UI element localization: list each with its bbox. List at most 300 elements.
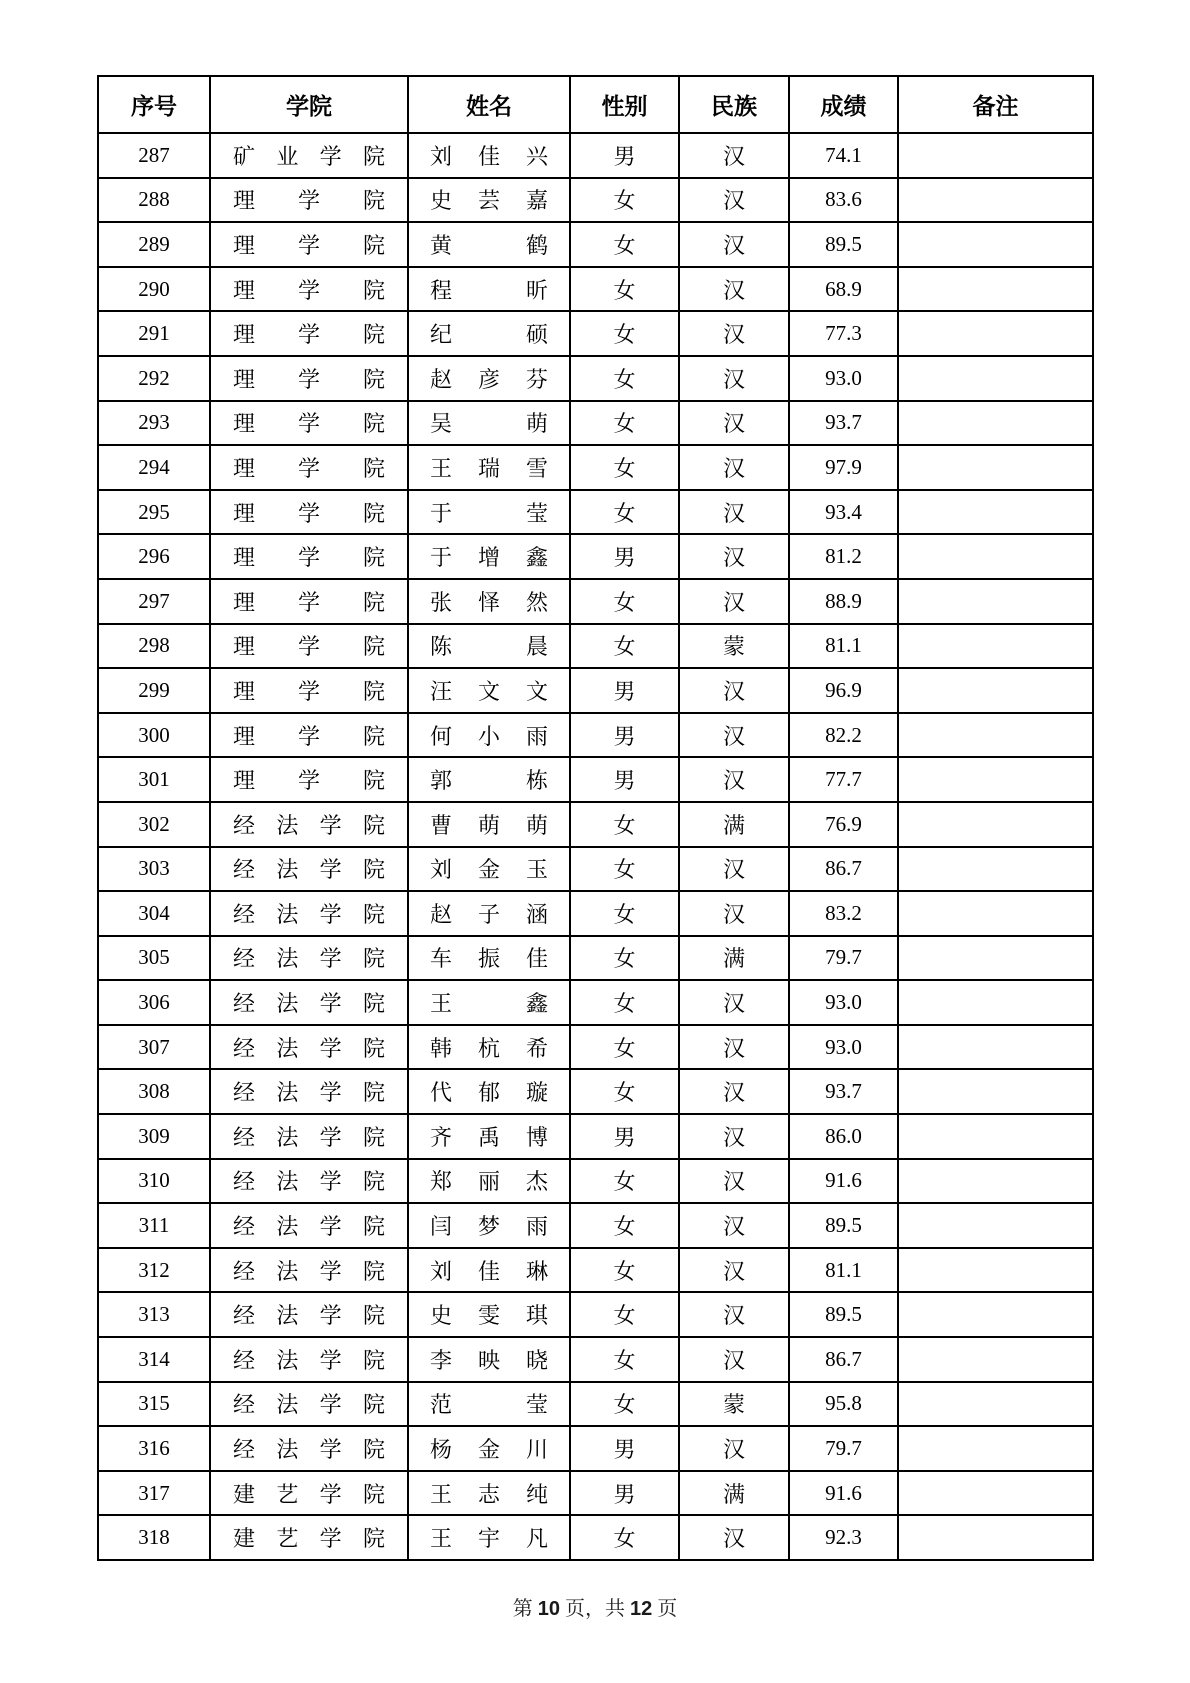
cell-college — [210, 1515, 408, 1560]
cell-ethnicity: 汉 — [679, 1114, 789, 1159]
cell-name — [408, 133, 570, 178]
cell-college — [210, 713, 408, 758]
cell-index: 305 — [98, 936, 210, 981]
cell-college — [210, 1025, 408, 1070]
cell-name — [408, 668, 570, 713]
cell-gender: 女 — [570, 936, 679, 981]
cell-ethnicity: 汉 — [679, 980, 789, 1025]
cell-ethnicity: 汉 — [679, 1159, 789, 1204]
cell-college — [210, 311, 408, 356]
college-text: 理学院 — [233, 322, 385, 348]
cell-name — [408, 1471, 570, 1516]
cell-score: 96.9 — [789, 668, 898, 713]
cell-remark — [898, 311, 1093, 356]
cell-gender: 女 — [570, 1159, 679, 1204]
cell-remark — [898, 713, 1093, 758]
cell-index: 296 — [98, 534, 210, 579]
table-row — [98, 1515, 1093, 1560]
table-row — [98, 847, 1093, 892]
cell-score: 83.2 — [789, 891, 898, 936]
cell-score: 86.0 — [789, 1114, 898, 1159]
college-text: 理学院 — [233, 232, 385, 258]
cell-remark — [898, 1203, 1093, 1248]
cell-college — [210, 1337, 408, 1382]
cell-remark — [898, 1382, 1093, 1427]
cell-remark — [898, 1292, 1093, 1337]
cell-gender: 女 — [570, 847, 679, 892]
cell-index: 316 — [98, 1426, 210, 1471]
cell-remark — [898, 579, 1093, 624]
cell-ethnicity: 汉 — [679, 668, 789, 713]
table-row — [98, 713, 1093, 758]
cell-ethnicity: 汉 — [679, 222, 789, 267]
cell-score: 93.0 — [789, 980, 898, 1025]
table-row — [98, 1337, 1093, 1382]
college-text: 经法学院 — [233, 946, 385, 972]
cell-gender: 女 — [570, 1069, 679, 1114]
cell-college — [210, 222, 408, 267]
cell-gender: 男 — [570, 1471, 679, 1516]
cell-college — [210, 980, 408, 1025]
cell-remark — [898, 1114, 1093, 1159]
table-row — [98, 311, 1093, 356]
cell-college — [210, 847, 408, 892]
cell-score: 89.5 — [789, 222, 898, 267]
cell-name — [408, 534, 570, 579]
name-text: 车振佳 — [430, 946, 548, 972]
cell-index: 294 — [98, 445, 210, 490]
table-row — [98, 178, 1093, 223]
cell-gender: 男 — [570, 757, 679, 802]
cell-name — [408, 490, 570, 535]
cell-index: 310 — [98, 1159, 210, 1204]
cell-gender: 女 — [570, 445, 679, 490]
cell-remark — [898, 490, 1093, 535]
name-text: 纪硕 — [430, 322, 548, 348]
college-text: 经法学院 — [233, 1169, 385, 1195]
cell-score: 81.1 — [789, 1248, 898, 1293]
students-table — [97, 75, 1094, 1561]
cell-score: 88.9 — [789, 579, 898, 624]
cell-college — [210, 1203, 408, 1248]
cell-ethnicity: 汉 — [679, 401, 789, 446]
cell-index: 318 — [98, 1515, 210, 1560]
cell-index: 298 — [98, 624, 210, 669]
cell-remark — [898, 356, 1093, 401]
cell-college — [210, 624, 408, 669]
table-row — [98, 1248, 1093, 1293]
table-row — [98, 133, 1093, 178]
cell-ethnicity: 汉 — [679, 445, 789, 490]
college-text: 经法学院 — [233, 812, 385, 838]
column-header-gender: 性别 — [570, 76, 679, 133]
cell-name — [408, 802, 570, 847]
cell-score: 93.0 — [789, 1025, 898, 1070]
cell-score: 91.6 — [789, 1471, 898, 1516]
cell-index: 299 — [98, 668, 210, 713]
cell-college — [210, 490, 408, 535]
cell-index: 288 — [98, 178, 210, 223]
college-text: 理学院 — [233, 723, 385, 749]
cell-index: 315 — [98, 1382, 210, 1427]
college-text: 经法学院 — [233, 1080, 385, 1106]
name-text: 张怿然 — [430, 589, 548, 615]
cell-ethnicity: 汉 — [679, 579, 789, 624]
cell-score: 79.7 — [789, 936, 898, 981]
college-text: 理学院 — [233, 589, 385, 615]
name-text: 陈晨 — [430, 634, 548, 660]
cell-index: 317 — [98, 1471, 210, 1516]
cell-score: 76.9 — [789, 802, 898, 847]
name-text: 范莹 — [430, 1392, 548, 1418]
column-header-index: 序号 — [98, 76, 210, 133]
table-row — [98, 1159, 1093, 1204]
cell-index: 291 — [98, 311, 210, 356]
name-text: 于增鑫 — [430, 545, 548, 571]
cell-ethnicity: 汉 — [679, 1248, 789, 1293]
table-row — [98, 802, 1093, 847]
cell-ethnicity: 满 — [679, 1471, 789, 1516]
table-row — [98, 1292, 1093, 1337]
name-text: 齐禹博 — [430, 1124, 548, 1150]
table-row — [98, 891, 1093, 936]
cell-gender: 女 — [570, 1203, 679, 1248]
name-text: 赵子涵 — [430, 901, 548, 927]
table-row — [98, 757, 1093, 802]
table-row — [98, 1382, 1093, 1427]
cell-ethnicity: 汉 — [679, 267, 789, 312]
name-text: 汪文文 — [430, 678, 548, 704]
cell-college — [210, 356, 408, 401]
table-row — [98, 222, 1093, 267]
cell-remark — [898, 624, 1093, 669]
cell-gender: 女 — [570, 311, 679, 356]
college-text: 建艺学院 — [233, 1481, 385, 1507]
name-text: 何小雨 — [430, 723, 548, 749]
cell-gender: 女 — [570, 891, 679, 936]
cell-college — [210, 401, 408, 446]
cell-remark — [898, 534, 1093, 579]
cell-name — [408, 1159, 570, 1204]
name-text: 李映晓 — [430, 1347, 548, 1373]
cell-college — [210, 534, 408, 579]
cell-college — [210, 891, 408, 936]
cell-score: 83.6 — [789, 178, 898, 223]
name-text: 史芸嘉 — [430, 188, 548, 214]
cell-ethnicity: 汉 — [679, 356, 789, 401]
cell-name — [408, 980, 570, 1025]
cell-ethnicity: 汉 — [679, 490, 789, 535]
name-text: 赵彦芬 — [430, 366, 548, 392]
cell-remark — [898, 1515, 1093, 1560]
cell-remark — [898, 267, 1093, 312]
cell-remark — [898, 1471, 1093, 1516]
cell-name — [408, 847, 570, 892]
cell-remark — [898, 178, 1093, 223]
cell-score: 86.7 — [789, 847, 898, 892]
college-text: 理学院 — [233, 277, 385, 303]
cell-college — [210, 445, 408, 490]
table-row — [98, 624, 1093, 669]
table-row — [98, 267, 1093, 312]
table-row — [98, 579, 1093, 624]
name-text: 王瑞雪 — [430, 455, 548, 481]
cell-index: 309 — [98, 1114, 210, 1159]
name-text: 刘金玉 — [430, 857, 548, 883]
table-row — [98, 1025, 1093, 1070]
college-text: 理学院 — [233, 678, 385, 704]
cell-gender: 男 — [570, 1426, 679, 1471]
cell-name — [408, 1114, 570, 1159]
table-row — [98, 534, 1093, 579]
cell-score: 79.7 — [789, 1426, 898, 1471]
cell-ethnicity: 汉 — [679, 847, 789, 892]
name-text: 王宇凡 — [430, 1526, 548, 1552]
college-text: 经法学院 — [233, 1437, 385, 1463]
cell-gender: 女 — [570, 178, 679, 223]
college-text: 理学院 — [233, 455, 385, 481]
cell-index: 300 — [98, 713, 210, 758]
cell-score: 81.2 — [789, 534, 898, 579]
cell-ethnicity: 满 — [679, 802, 789, 847]
cell-name — [408, 401, 570, 446]
column-header-name: 姓名 — [408, 76, 570, 133]
footer-text: 页 — [652, 1598, 678, 1620]
cell-remark — [898, 1159, 1093, 1204]
column-header-remark: 备注 — [898, 76, 1093, 133]
cell-remark — [898, 891, 1093, 936]
cell-college — [210, 1248, 408, 1293]
cell-ethnicity: 汉 — [679, 1292, 789, 1337]
cell-name — [408, 757, 570, 802]
cell-score: 77.7 — [789, 757, 898, 802]
footer-text: 页，共 — [560, 1598, 630, 1620]
cell-remark — [898, 668, 1093, 713]
cell-gender: 女 — [570, 1337, 679, 1382]
cell-remark — [898, 1025, 1093, 1070]
college-text: 理学院 — [233, 634, 385, 660]
cell-score: 82.2 — [789, 713, 898, 758]
cell-index: 306 — [98, 980, 210, 1025]
cell-index: 287 — [98, 133, 210, 178]
college-text: 经法学院 — [233, 901, 385, 927]
cell-college — [210, 1292, 408, 1337]
cell-gender: 女 — [570, 1292, 679, 1337]
name-text: 代郁璇 — [430, 1080, 548, 1106]
cell-gender: 男 — [570, 1114, 679, 1159]
college-text: 理学院 — [233, 545, 385, 571]
cell-college — [210, 267, 408, 312]
cell-gender: 男 — [570, 668, 679, 713]
cell-gender: 男 — [570, 534, 679, 579]
cell-college — [210, 178, 408, 223]
cell-name — [408, 1382, 570, 1427]
cell-score: 68.9 — [789, 267, 898, 312]
name-text: 曹萌萌 — [430, 812, 548, 838]
cell-college — [210, 936, 408, 981]
table-row — [98, 401, 1093, 446]
cell-score: 81.1 — [789, 624, 898, 669]
cell-index: 304 — [98, 891, 210, 936]
name-text: 于莹 — [430, 500, 548, 526]
cell-name — [408, 1515, 570, 1560]
cell-remark — [898, 222, 1093, 267]
cell-remark — [898, 802, 1093, 847]
cell-gender: 男 — [570, 133, 679, 178]
cell-score: 74.1 — [789, 133, 898, 178]
cell-index: 290 — [98, 267, 210, 312]
cell-index: 295 — [98, 490, 210, 535]
college-text: 理学院 — [233, 411, 385, 437]
college-text: 经法学院 — [233, 1303, 385, 1329]
cell-gender: 男 — [570, 713, 679, 758]
cell-score: 89.5 — [789, 1203, 898, 1248]
cell-score: 77.3 — [789, 311, 898, 356]
cell-index: 293 — [98, 401, 210, 446]
cell-name — [408, 891, 570, 936]
cell-remark — [898, 445, 1093, 490]
cell-college — [210, 579, 408, 624]
footer-total-pages: 12 — [630, 1598, 653, 1620]
name-text: 郭栋 — [430, 768, 548, 794]
table-body — [98, 133, 1093, 1560]
cell-gender: 女 — [570, 802, 679, 847]
cell-name — [408, 178, 570, 223]
college-text: 矿业学院 — [233, 143, 385, 169]
cell-remark — [898, 401, 1093, 446]
cell-college — [210, 1426, 408, 1471]
table-row — [98, 668, 1093, 713]
cell-ethnicity: 汉 — [679, 891, 789, 936]
cell-ethnicity: 汉 — [679, 1069, 789, 1114]
cell-name — [408, 1292, 570, 1337]
name-text: 吴萌 — [430, 411, 548, 437]
college-text: 经法学院 — [233, 1214, 385, 1240]
name-text: 郑丽杰 — [430, 1169, 548, 1195]
cell-gender: 女 — [570, 980, 679, 1025]
cell-gender: 女 — [570, 490, 679, 535]
cell-name — [408, 311, 570, 356]
cell-score: 86.7 — [789, 1337, 898, 1382]
cell-index: 307 — [98, 1025, 210, 1070]
cell-name — [408, 1025, 570, 1070]
college-text: 经法学院 — [233, 1124, 385, 1150]
cell-ethnicity: 满 — [679, 936, 789, 981]
cell-gender: 女 — [570, 624, 679, 669]
cell-remark — [898, 1337, 1093, 1382]
table-row — [98, 1203, 1093, 1248]
cell-index: 289 — [98, 222, 210, 267]
cell-college — [210, 802, 408, 847]
cell-score: 93.0 — [789, 356, 898, 401]
cell-ethnicity: 蒙 — [679, 1382, 789, 1427]
cell-ethnicity: 汉 — [679, 534, 789, 579]
cell-remark — [898, 980, 1093, 1025]
name-text: 韩杭希 — [430, 1035, 548, 1061]
cell-score: 93.4 — [789, 490, 898, 535]
cell-ethnicity: 汉 — [679, 713, 789, 758]
cell-remark — [898, 133, 1093, 178]
table-row — [98, 936, 1093, 981]
cell-name — [408, 1069, 570, 1114]
cell-gender: 女 — [570, 1382, 679, 1427]
cell-index: 312 — [98, 1248, 210, 1293]
name-text: 刘佳兴 — [430, 143, 548, 169]
table-row — [98, 980, 1093, 1025]
cell-index: 311 — [98, 1203, 210, 1248]
cell-index: 292 — [98, 356, 210, 401]
cell-ethnicity: 汉 — [679, 178, 789, 223]
cell-name — [408, 1248, 570, 1293]
college-text: 建艺学院 — [233, 1526, 385, 1552]
name-text: 王鑫 — [430, 991, 548, 1017]
cell-gender: 女 — [570, 356, 679, 401]
cell-ethnicity: 汉 — [679, 1203, 789, 1248]
college-text: 理学院 — [233, 500, 385, 526]
college-text: 经法学院 — [233, 1258, 385, 1284]
footer-text: 第 — [512, 1598, 538, 1620]
cell-index: 308 — [98, 1069, 210, 1114]
cell-gender: 女 — [570, 579, 679, 624]
cell-college — [210, 1471, 408, 1516]
table-row — [98, 1471, 1093, 1516]
cell-score: 97.9 — [789, 445, 898, 490]
college-text: 经法学院 — [233, 857, 385, 883]
cell-name — [408, 356, 570, 401]
cell-gender: 女 — [570, 1248, 679, 1293]
cell-college — [210, 1114, 408, 1159]
cell-name — [408, 222, 570, 267]
cell-name — [408, 624, 570, 669]
name-text: 史雯琪 — [430, 1303, 548, 1329]
cell-name — [408, 1426, 570, 1471]
college-text: 理学院 — [233, 188, 385, 214]
footer-current-page: 10 — [537, 1598, 560, 1620]
cell-gender: 女 — [570, 1515, 679, 1560]
cell-gender: 女 — [570, 401, 679, 446]
cell-index: 297 — [98, 579, 210, 624]
cell-score: 93.7 — [789, 1069, 898, 1114]
cell-name — [408, 579, 570, 624]
table-row — [98, 445, 1093, 490]
cell-gender: 女 — [570, 222, 679, 267]
name-text: 王志纯 — [430, 1481, 548, 1507]
table-header-row — [98, 76, 1093, 133]
column-header-college: 学院 — [210, 76, 408, 133]
cell-name — [408, 445, 570, 490]
cell-index: 301 — [98, 757, 210, 802]
cell-gender: 女 — [570, 1025, 679, 1070]
college-text: 经法学院 — [233, 1347, 385, 1373]
name-text: 黄鹤 — [430, 232, 548, 258]
cell-score: 92.3 — [789, 1515, 898, 1560]
cell-college — [210, 757, 408, 802]
column-header-score: 成绩 — [789, 76, 898, 133]
cell-college — [210, 668, 408, 713]
column-header-ethnicity: 民族 — [679, 76, 789, 133]
cell-ethnicity: 汉 — [679, 1515, 789, 1560]
cell-ethnicity: 汉 — [679, 1337, 789, 1382]
cell-index: 313 — [98, 1292, 210, 1337]
college-text: 理学院 — [233, 768, 385, 794]
college-text: 经法学院 — [233, 1392, 385, 1418]
cell-ethnicity: 蒙 — [679, 624, 789, 669]
page-footer — [0, 1592, 1190, 1621]
cell-ethnicity: 汉 — [679, 133, 789, 178]
cell-index: 302 — [98, 802, 210, 847]
cell-ethnicity: 汉 — [679, 1426, 789, 1471]
cell-gender: 女 — [570, 267, 679, 312]
